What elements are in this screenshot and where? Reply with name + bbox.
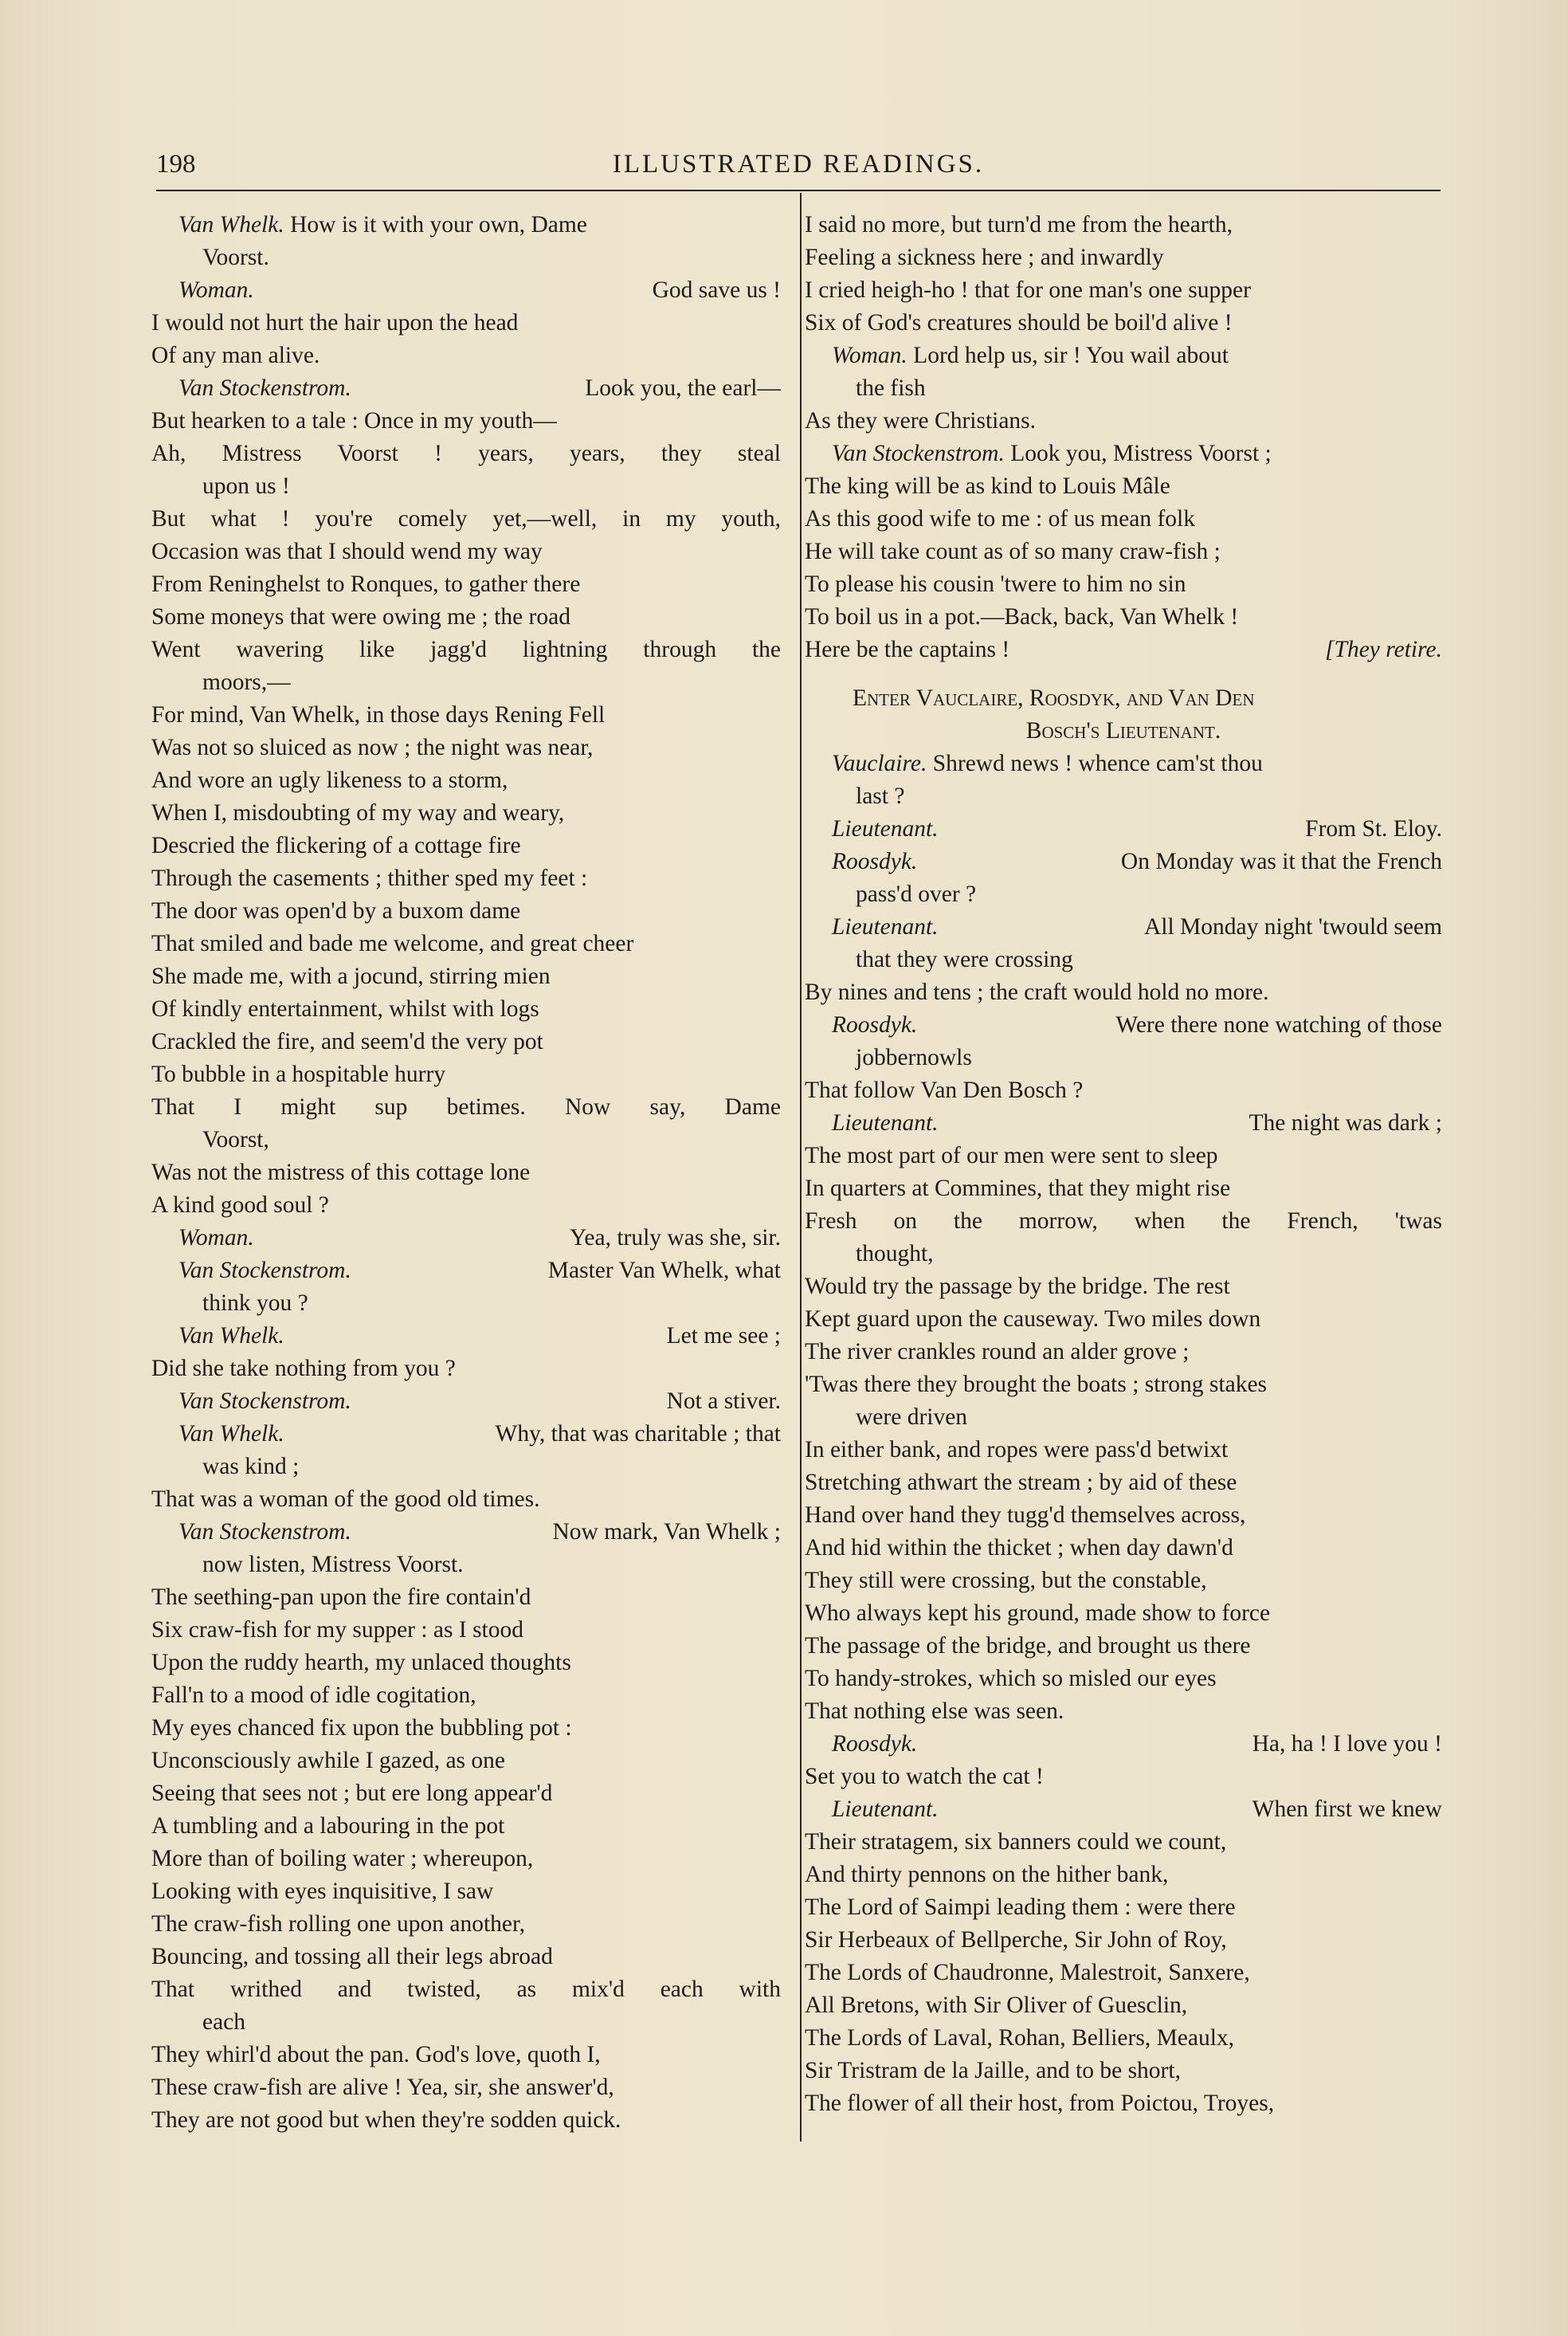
speaker-name: Van Stockenstrom. <box>178 1388 351 1414</box>
verse-line: 'Twas there they brought the boats ; strong stakes <box>805 1372 1268 1397</box>
speaker-name: Lieutenant. <box>832 1796 939 1822</box>
verse-line: More than of boiling water ; whereupon, <box>151 1846 534 1871</box>
speech-line <box>151 372 781 405</box>
speech-text: Were there none watching of those <box>1115 1012 1442 1038</box>
speaker-name: Van Stockenstrom. <box>178 1519 351 1545</box>
speech-text: Lord help us, sir ! You wail about <box>907 343 1229 368</box>
speaker-name: Van Stockenstrom. <box>832 441 1005 466</box>
speech-text: Here be the captains ! <box>805 637 1010 662</box>
verse-line: But hearken to a tale : Once in my youth— <box>151 408 557 434</box>
speaker-name: Lieutenant. <box>832 816 939 842</box>
speech-text: When first we knew <box>1252 1796 1442 1822</box>
verse-line: That nothing else was seen. <box>805 1698 1064 1724</box>
speaker-name: Roosdyk. <box>832 1731 918 1757</box>
speaker-name: Vauclaire. <box>832 751 927 776</box>
verse-line: The river crankles round an alder grove ; <box>805 1339 1190 1364</box>
speech-line <box>805 911 1442 944</box>
speech-line <box>805 1793 1442 1826</box>
speech-line <box>805 813 1442 846</box>
speaker-name: Lieutenant. <box>832 1110 939 1136</box>
page-header <box>156 150 1441 190</box>
verse-line: They whirl'd about the pan. God's love, quoth I, <box>151 2042 601 2067</box>
verse-continuation: upon us ! <box>202 473 290 499</box>
verse-line: My eyes chanced fix upon the bubbling pot : <box>151 1715 572 1741</box>
speech-text: Now mark, Van Whelk ; <box>552 1519 781 1545</box>
verse-line <box>805 634 1442 666</box>
header-rule <box>156 190 1441 191</box>
spacer <box>805 666 1442 682</box>
verse-line: A tumbling and a labouring in the pot <box>151 1813 505 1839</box>
speaker-name: Woman. <box>832 343 907 368</box>
speech-text: Look you, the earl— <box>585 375 781 401</box>
speaker-name: Lieutenant. <box>832 914 939 940</box>
verse-line: Six craw-fish for my supper : as I stood <box>151 1617 524 1643</box>
verse-line: Would try the passage by the bridge. The rest <box>805 1274 1230 1299</box>
verse-line: The Lords of Chaudronne, Malestroit, Sanxere, <box>805 1960 1250 1985</box>
verse-line: To handy-strokes, which so misled our eyes <box>805 1666 1217 1691</box>
verse-line: Set you to watch the cat ! <box>805 1764 1044 1789</box>
speech-line <box>805 340 1442 372</box>
verse-line: Bouncing, and tossing all their legs abroad <box>151 1944 553 1969</box>
verse-continuation: jobbernowls <box>856 1045 972 1070</box>
speech-line <box>805 1728 1442 1761</box>
verse-continuation: pass'd over ? <box>856 881 977 907</box>
verse-line: Fresh on the morrow, when the French, 'twas <box>805 1208 1442 1234</box>
speech-text: Why, that was charitable ; that <box>495 1421 781 1447</box>
speech-text: Ha, ha ! I love you ! <box>1252 1731 1442 1757</box>
verse-line: They are not good but when they're sodden quick. <box>151 2107 621 2133</box>
verse-line: They still were crossing, but the constable, <box>805 1568 1207 1593</box>
left-column <box>151 209 781 2137</box>
speech-line <box>805 748 1442 780</box>
verse-continuation: moors,— <box>202 669 291 695</box>
verse-line: The flower of all their host, from Poictou, Troyes, <box>805 2091 1275 2116</box>
verse-line: Was not the mistress of this cottage lone <box>151 1160 531 1185</box>
verse-line: Unconsciously awhile I gazed, as one <box>151 1748 505 1773</box>
stage-direction: [They retire. <box>1325 637 1442 662</box>
speech-text: From St. Eloy. <box>1305 816 1442 842</box>
verse-line: Upon the ruddy hearth, my unlaced thoughts <box>151 1650 571 1675</box>
verse-line: I cried heigh-ho ! that for one man's one supper <box>805 277 1251 303</box>
speaker-name: Van Stockenstrom. <box>178 1258 351 1283</box>
column-divider <box>800 193 802 2142</box>
verse-line: Crackled the fire, and seem'd the very pot <box>151 1029 543 1054</box>
verse-line: Seeing that sees not ; but ere long appear'd <box>151 1780 553 1806</box>
verse-line: The king will be as kind to Louis Mâle <box>805 473 1170 499</box>
verse-line: Kept guard upon the causeway. Two miles down <box>805 1306 1261 1332</box>
verse-line: Did she take nothing from you ? <box>151 1356 456 1381</box>
verse-line: These craw-fish are alive ! Yea, sir, she answer'd, <box>151 2075 614 2100</box>
speech-line <box>151 1385 781 1418</box>
verse-line: That follow Van Den Bosch ? <box>805 1078 1084 1103</box>
speaker-name: Woman. <box>178 277 254 303</box>
verse-line: In either bank, and ropes were pass'd betwixt <box>805 1437 1229 1462</box>
speech-text: Let me see ; <box>666 1323 781 1349</box>
speech-text: God save us ! <box>652 277 781 303</box>
verse-line: And hid within the thicket ; when day dawn'd <box>805 1535 1233 1561</box>
speech-text: Yea, truly was she, sir. <box>570 1225 781 1250</box>
verse-line: To boil us in a pot.—Back, back, Van Whelk ! <box>805 604 1239 630</box>
verse-line: Through the casements ; thither sped my feet : <box>151 866 588 891</box>
verse-line: But what ! you're comely yet,—well, in my youth, <box>151 506 781 532</box>
speech-line <box>805 846 1442 878</box>
verse-line: Stretching athwart the stream ; by aid of these <box>805 1470 1237 1495</box>
verse-line: Some moneys that were owing me ; the road <box>151 604 570 630</box>
speech-text: How is it with your own, Dame <box>284 212 587 238</box>
verse-line: Of kindly entertainment, whilst with logs <box>151 996 539 1022</box>
verse-line: That smiled and bade me welcome, and great cheer <box>151 931 634 956</box>
verse-line: The craw-fish rolling one upon another, <box>151 1911 526 1937</box>
verse-line: Went wavering like jagg'd lightning through the <box>151 637 781 662</box>
verse-line: To bubble in a hospitable hurry <box>151 1062 446 1087</box>
verse-continuation: last ? <box>856 783 905 809</box>
verse-line: Six of God's creatures should be boil'd alive ! <box>805 310 1233 336</box>
stage-direction: Bosch's Lieutenant. <box>1025 718 1221 744</box>
verse-line: Occasion was that I should wend my way <box>151 539 543 564</box>
verse-line: Fall'n to a mood of idle cogitation, <box>151 1682 476 1708</box>
verse-line: The door was open'd by a buxom dame <box>151 898 521 924</box>
stage-direction: Enter Vauclaire, Roosdyk, and Van Den <box>853 685 1255 711</box>
speaker-name: Roosdyk. <box>832 849 918 874</box>
speech-line <box>805 438 1442 470</box>
verse-line: When I, misdoubting of my way and weary, <box>151 800 565 826</box>
verse-line: Feeling a sickness here ; and inwardly <box>805 245 1164 270</box>
verse-continuation: that they were crossing <box>856 947 1073 972</box>
verse-line: I said no more, but turn'd me from the hearth, <box>805 212 1233 238</box>
verse-line: By nines and tens ; the craft would hold no more. <box>805 980 1269 1005</box>
verse-line: From Reninghelst to Ronques, to gather there <box>151 571 581 597</box>
speech-text: Master Van Whelk, what <box>547 1258 781 1283</box>
verse-line: For mind, Van Whelk, in those days Rening Fell <box>151 702 606 728</box>
verse-line: She made me, with a jocund, stirring mien <box>151 964 551 989</box>
verse-line: Ah, Mistress Voorst ! years, years, they steal <box>151 441 781 466</box>
verse-line: That writhed and twisted, as mix'd each with <box>151 1977 781 2002</box>
speaker-name: Van Whelk. <box>178 212 284 238</box>
verse-continuation: was kind ; <box>202 1454 300 1479</box>
verse-line: Was not so sluiced as now ; the night was near, <box>151 735 594 760</box>
verse-line: The seething-pan upon the fire contain'd <box>151 1584 531 1610</box>
verse-continuation: Voorst, <box>202 1127 269 1152</box>
speaker-name: Van Whelk. <box>178 1421 284 1447</box>
speaker-name: Van Whelk. <box>178 1323 284 1349</box>
speaker-name: Woman. <box>178 1225 254 1250</box>
speech-text: Look you, Mistress Voorst ; <box>1004 441 1272 466</box>
verse-line: Sir Herbeaux of Bellperche, Sir John of Roy, <box>805 1927 1227 1953</box>
speech-line <box>151 209 781 241</box>
verse-line: The most part of our men were sent to sleep <box>805 1143 1218 1168</box>
speech-line <box>151 1254 781 1287</box>
verse-line: Looking with eyes inquisitive, I saw <box>151 1879 494 1904</box>
speech-text: On Monday was it that the French <box>1120 849 1442 874</box>
verse-line: Their stratagem, six banners could we count, <box>805 1829 1227 1855</box>
verse-line: All Bretons, with Sir Oliver of Guesclin, <box>805 1992 1188 2018</box>
speaker-name: Van Stockenstrom. <box>178 375 351 401</box>
speech-line <box>805 1009 1442 1042</box>
verse-line: To please his cousin 'twere to him no sin <box>805 571 1186 597</box>
speech-line <box>151 1222 781 1254</box>
verse-continuation: now listen, Mistress Voorst. <box>202 1552 464 1577</box>
speech-text: Not a stiver. <box>666 1388 781 1414</box>
verse-line: And wore an ugly likeness to a storm, <box>151 768 508 793</box>
verse-line: In quarters at Commines, that they might rise <box>805 1176 1231 1201</box>
speaker-name: Roosdyk. <box>832 1012 918 1038</box>
verse-continuation: think you ? <box>202 1290 308 1316</box>
verse-line: A kind good soul ? <box>151 1192 329 1218</box>
speech-line <box>151 1418 781 1451</box>
verse-line: As this good wife to me : of us mean folk <box>805 506 1195 532</box>
verse-line: As they were Christians. <box>805 408 1037 434</box>
verse-line: And thirty pennons on the hither bank, <box>805 1862 1169 1887</box>
speech-line <box>151 1516 781 1549</box>
verse-line: That was a woman of the good old times. <box>151 1486 540 1512</box>
running-title: ILLUSTRATED READINGS. <box>612 150 985 179</box>
page-number: 198 <box>156 150 196 179</box>
verse-line: Sir Tristram de la Jaille, and to be short, <box>805 2058 1181 2083</box>
verse-line: He will take count as of so many craw-fish ; <box>805 539 1221 564</box>
verse-line: Who always kept his ground, made show to force <box>805 1600 1271 1626</box>
speech-line <box>151 1320 781 1353</box>
verse-continuation: the fish <box>856 375 926 401</box>
verse-line: Hand over hand they tugg'd themselves across, <box>805 1502 1246 1528</box>
verse-line: The passage of the bridge, and brought us there <box>805 1633 1251 1659</box>
verse-line: Of any man alive. <box>151 343 320 368</box>
verse-line: Descried the flickering of a cottage fire <box>151 833 521 858</box>
verse-continuation: Voorst. <box>202 245 269 270</box>
right-column <box>805 209 1442 2120</box>
speech-text: The night was dark ; <box>1249 1110 1442 1136</box>
verse-line: I would not hurt the hair upon the head <box>151 310 519 336</box>
verse-line: The Lord of Saimpi leading them : were there <box>805 1894 1236 1920</box>
verse-line: The Lords of Laval, Rohan, Belliers, Meaulx, <box>805 2025 1235 2051</box>
verse-line: That I might sup betimes. Now say, Dame <box>151 1094 781 1120</box>
verse-continuation: were driven <box>856 1404 968 1430</box>
speech-text: All Monday night 'twould seem <box>1143 914 1442 940</box>
verse-continuation: each <box>202 2009 246 2035</box>
speech-text: Shrewd news ! whence cam'st thou <box>927 751 1263 776</box>
verse-continuation: thought, <box>856 1241 934 1266</box>
speech-line <box>805 1107 1442 1140</box>
speech-line <box>151 274 781 307</box>
